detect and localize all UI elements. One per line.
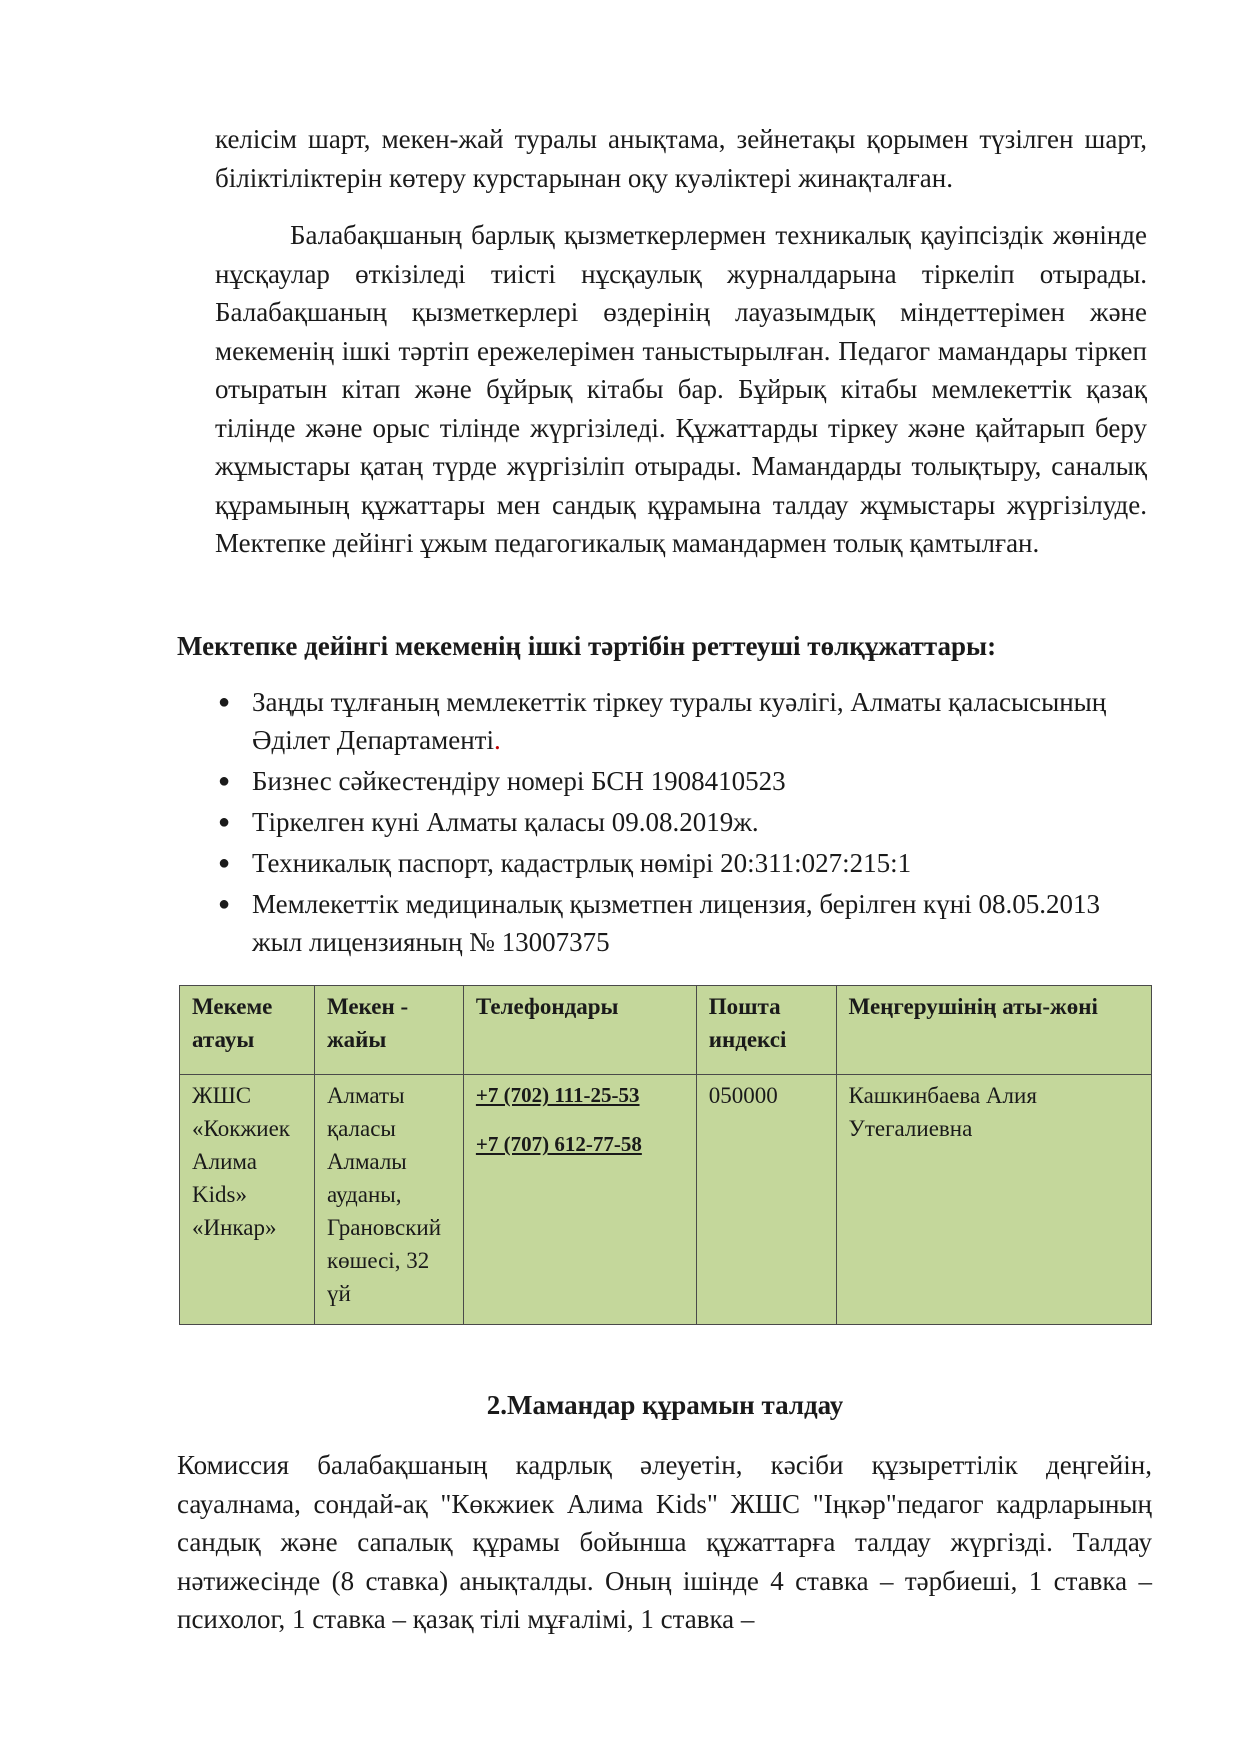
bullet-icon: ● (218, 691, 231, 713)
list-item-text: Мемлекеттік медициналық қызметпен лицензия, берілген күні 08.05.2013 жыл лицензияның № 13007375 (252, 889, 1100, 957)
list-item (177, 762, 1117, 800)
header-phones: Телефондары (463, 986, 696, 1075)
cell-postal: 050000 (696, 1075, 836, 1325)
header-postal: Пошта индексі (696, 986, 836, 1075)
list-item-period: . (494, 725, 501, 755)
phone-link[interactable]: +7 (702) 111-25-53 (475, 1083, 640, 1107)
bullet-icon: ● (218, 811, 231, 833)
section-heading: 2.Мамандар құрамын талдау (486, 1390, 844, 1420)
phone-link[interactable]: +7 (707) 612-77-58 (475, 1132, 642, 1156)
list-item-text: Техникалық паспорт, кадастрлық нөмірі 20:311:027:215:1 (252, 848, 912, 878)
list-item (177, 844, 1117, 882)
registration-list (177, 683, 1117, 964)
table-header-row (180, 986, 1152, 1075)
table-row (180, 1075, 1152, 1325)
paragraph-safety-instructions: Балабақшаның барлық қызметкерлермен техникалық қауіпсіздік жөнінде нұсқаулар өткізіледі тиісті нұсқаулық журналдарына тіркеліп отырады. Балабақшаның қызметкерлері өздерінің лауазымдық міндеттерімен және мекеменің ішкі тәртіп ережелерімен таныстырылған. Педагог мамандары тіркеп отыратын кітап және бұйрық кітабы бар. Бұйрық кітабы мемлекеттік қазақ тілінде және орыс тілінде жүргізіледі. Құжаттарды тіркеу және қайтарып беру жұмыстары қатаң түрде жүргізіліп отырады. Мамандарды толықтыру, саналық құрамының құжаттары мен сандық құрамына талдау жұмыстары жүргізілуде. Мектепке дейінгі ұжым педагогикалық мамандармен толық қамтылған. (215, 220, 1147, 558)
paragraph-documents-collected: келісім шарт, мекен-жай туралы анықтама, зейнетақы қорымен түзілген шарт, біліктіліктерін көтеру курстарынан оқу куәліктері жинақталған. (215, 124, 1147, 193)
list-item (177, 803, 1117, 841)
organization-info-table (179, 985, 1152, 1325)
list-item (177, 885, 1117, 961)
header-name: Мекеме атауы (180, 986, 315, 1075)
bullet-icon: ● (218, 852, 231, 874)
list-item-text: Заңды тұлғаның мемлекеттік тіркеу туралы куәлігі, Алматы қаласысының Әділет Департаменті (252, 687, 1107, 755)
list-item (177, 683, 1117, 759)
paragraph-commission-analysis: Комиссия балабақшаның кадрлық әлеуетін, кәсіби құзыреттілік деңгейін, сауалнама, сондай-ақ "Көкжиек Алима Kids" ЖШС "Іңкәр"педагог кадрларының сандық және сапалық құрамы бойынша құжаттарға талдау жүргізді. Талдау нәтижесінде (8 ставка) анықталды. Оның ішінде 4 ставка – тәрбиеші, 1 ставка – психолог, 1 ставка – қазақ тілі мұғалімі, 1 ставка – (177, 1450, 1152, 1634)
cell-phones (463, 1075, 696, 1325)
list-item-text: Тіркелген куні Алматы қаласы 09.08.2019ж. (252, 807, 759, 837)
header-head: Меңгерушінің аты-жөні (836, 986, 1151, 1075)
bullet-icon: ● (218, 770, 231, 792)
docs-heading: Мектепке дейінгі мекеменің ішкі тәртібін реттеуші төлқұжаттары: (177, 631, 997, 661)
cell-head: Кашкинбаева Алия Утегалиевна (836, 1075, 1151, 1325)
header-address: Мекен - жайы (314, 986, 463, 1075)
list-item-text: Бизнес сәйкестендіру номері БСН 1908410523 (252, 766, 786, 796)
cell-address: Алматы қаласы Алмалы ауданы, Грановский көшесі, 32 үй (314, 1075, 463, 1325)
cell-name: ЖШС «Кокжиек Алима Kids» «Инкар» (180, 1075, 315, 1325)
bullet-icon: ● (218, 893, 231, 915)
